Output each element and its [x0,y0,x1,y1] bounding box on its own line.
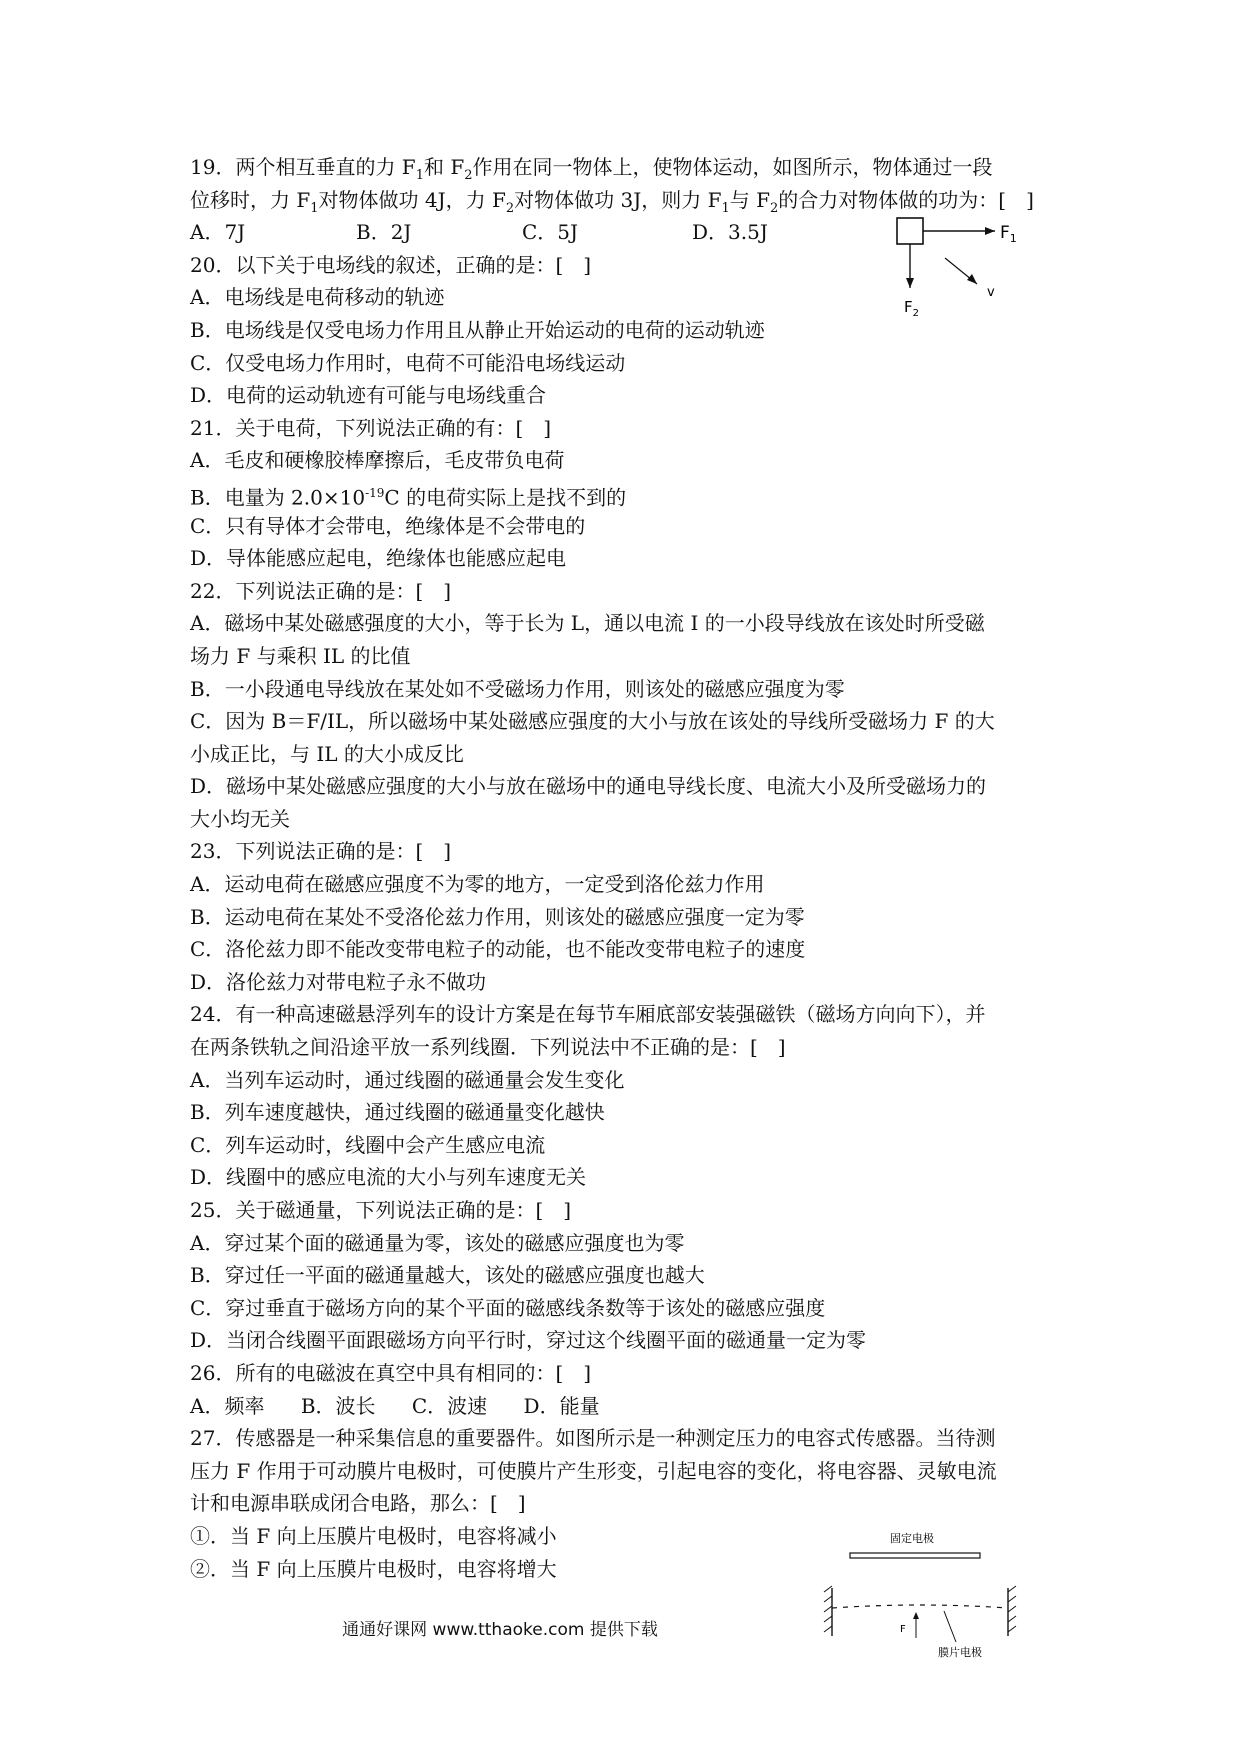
q20-option-d: D．电荷的运动轨迹有可能与电场线重合 [190,383,547,408]
q19-text: 对物体做功 3J，则力 F [514,187,722,212]
q22-option-a-line2: 场力 F 与乘积 IL 的比值 [190,643,411,668]
f1-arrowhead [985,227,995,235]
membrane-electrode [832,1605,1008,1608]
q27-option-1: ①．当 F 向上压膜片电极时，电容将减小 [190,1523,557,1548]
q22-option-b: B．一小段通电导线放在某处如不受磁场力作用，则该处的磁感应强度为零 [190,676,845,701]
question-content [190,151,1060,1585]
q21-option-c: C．只有导体才会带电，绝缘体是不会带电的 [190,513,586,538]
v-label: v [987,285,995,300]
option-d: D．能量 [523,1393,600,1418]
q22-option-a-line1: A．磁场中某处磁感强度的大小，等于长为 L，通以电流 I 的一小段导线放在该处时所受磁 [190,611,985,636]
q21-stem: 21．关于电荷，下列说法正确的有：[ ] [190,415,552,440]
q24-stem-line1: 24．有一种高速磁悬浮列车的设计方案是在每节车厢底部安装强磁铁（磁场方向向下），并 [190,1002,986,1027]
q19-text: 19．两个相互垂直的力 F [190,155,416,179]
footer-credit: 通通好课网 www.tthaoke.com 提供下载 [342,1620,658,1640]
q20-option-c: C．仅受电场力作用时，电荷不可能沿电场线运动 [190,350,626,375]
q26-stem: 26．所有的电磁波在真空中具有相同的：[ ] [190,1360,592,1385]
q24-option-a: A．当列车运动时，通过线圈的磁通量会发生变化 [190,1067,625,1092]
q25-option-a: A．穿过某个面的磁通量为零，该处的磁感应强度也为零 [190,1230,685,1255]
force-diagram [895,216,1055,326]
q19-text: 和 F [423,155,465,179]
fixed-electrode [850,1553,980,1558]
q19-stem-line2 [190,184,1060,217]
subscript: 2 [770,200,779,216]
q25-option-d: D．当闭合线圈平面跟磁场方向平行时，穿过这个线圈平面的磁通量一定为零 [190,1328,867,1353]
q27-option-2: ②．当 F 向上压膜片电极时，电容将增大 [190,1556,557,1581]
f2-label: $F_2$ [904,298,920,319]
option-a: A．频率 [190,1393,265,1418]
subscript: 1 [721,200,730,216]
option-b: B．2J [356,220,412,245]
q19-stem-line1 [190,151,1060,184]
q22-option-d-line1: D．磁场中某处磁感应强度的大小与放在磁场中的通电导线长度、电流大小及所受磁场力的 [190,774,987,799]
subscript: 1 [310,200,319,216]
q23-option-a: A．运动电荷在磁感应强度不为零的地方，一定受到洛伦兹力作用 [190,872,765,897]
q21-option-b [190,477,1060,510]
fixed-electrode-label: 固定电极 [890,1532,934,1545]
option-a: A．7J [190,220,246,245]
option-b: B．波长 [300,1393,376,1418]
option-c: C．波速 [411,1393,488,1418]
q26-options [190,1390,1060,1423]
q21-text: B．电量为 2.0×10 [190,485,366,510]
force-label: F [900,1624,906,1635]
q25-option-b: B．穿过任一平面的磁通量越大，该处的磁感应强度也越大 [190,1263,705,1288]
q24-stem-line2: 在两条铁轨之间沿途平放一系列线圈．下列说法中不正确的是：[ ] [190,1035,786,1060]
block-square [897,218,923,244]
q22-option-d-line2: 大小均无关 [190,806,290,831]
q22-stem: 22．下列说法正确的是：[ ] [190,578,452,603]
q24-option-d: D．线圈中的感应电流的大小与列车速度无关 [190,1165,587,1190]
q20-stem: 20．以下关于电场线的叙述，正确的是：[ ] [190,252,592,277]
q20-option-b: B．电场线是仅受电场力作用且从静止开始运动的电荷的运动轨迹 [190,317,765,342]
q22-option-c-line2: 小成正比，与 IL 的大小成反比 [190,741,464,766]
subscript: 2 [464,168,473,183]
q19-text: 对物体做功 4J，力 F [318,187,506,212]
subscript: 2 [505,200,515,216]
q25-option-c: C．穿过垂直于磁场方向的某个平面的磁感线条数等于该处的磁感应强度 [190,1295,826,1320]
q23-stem: 23．下列说法正确的是：[ ] [190,839,452,864]
f2-arrowhead [906,278,914,288]
membrane-electrode-label: 膜片电极 [938,1646,982,1659]
subscript: 1 [415,168,424,183]
q23-option-d: D．洛伦兹力对带电粒子永不做功 [190,969,487,994]
q21-option-d: D．导体能感应起电，绝缘体也能感应起电 [190,546,567,571]
capacitive-sensor-diagram [820,1528,1020,1668]
q19-text: 与 F [729,187,770,212]
q23-option-b: B．运动电荷在某处不受洛伦兹力作用，则该处的磁感应强度一定为零 [190,904,805,929]
q27-stem-line3: 计和电源串联成闭合电路，那么：[ ] [190,1491,526,1516]
f1-label: $F_1$ [1000,223,1017,245]
v-arrowhead [967,274,977,284]
q21-text: C 的电荷实际上是找不到的 [384,485,627,510]
q23-option-c: C．洛伦兹力即不能改变带电粒子的动能，也不能改变带电粒子的速度 [190,937,806,962]
q24-option-c: C．列车运动时，线圈中会产生感应电流 [190,1132,546,1157]
q20-option-a: A．电场线是电荷移动的轨迹 [190,285,445,310]
q21-option-a: A．毛皮和硬橡胶棒摩擦后，毛皮带负电荷 [190,448,565,473]
option-d: D．3.5J [692,220,768,245]
q19-text: 位移时，力 F [190,187,311,212]
q25-stem: 25．关于磁通量，下列说法正确的是：[ ] [190,1198,572,1222]
q27-stem-line2: 压力 F 作用于可动膜片电极时，可使膜片产生形变，引起电容的变化，将电容器、灵敏电流 [190,1458,997,1483]
superscript: -19 [365,485,385,500]
q22-option-c-line1: C．因为 B＝F/IL，所以磁场中某处磁感应强度的大小与放在该处的导线所受磁场力 F 的大 [190,709,995,734]
q24-option-b: B．列车速度越快，通过线圈的磁通量变化越快 [190,1100,605,1125]
q27-stem-line1: 27．传感器是一种采集信息的重要器件。如图所示是一种测定压力的电容式传感器。当待测 [190,1426,996,1451]
option-c: C．5J [522,220,579,245]
q19-text: 作用在同一物体上，使物体运动，如图所示，物体通过一段 [472,155,993,179]
q19-text: 的合力对物体做的功为：[ ] [778,187,1034,212]
